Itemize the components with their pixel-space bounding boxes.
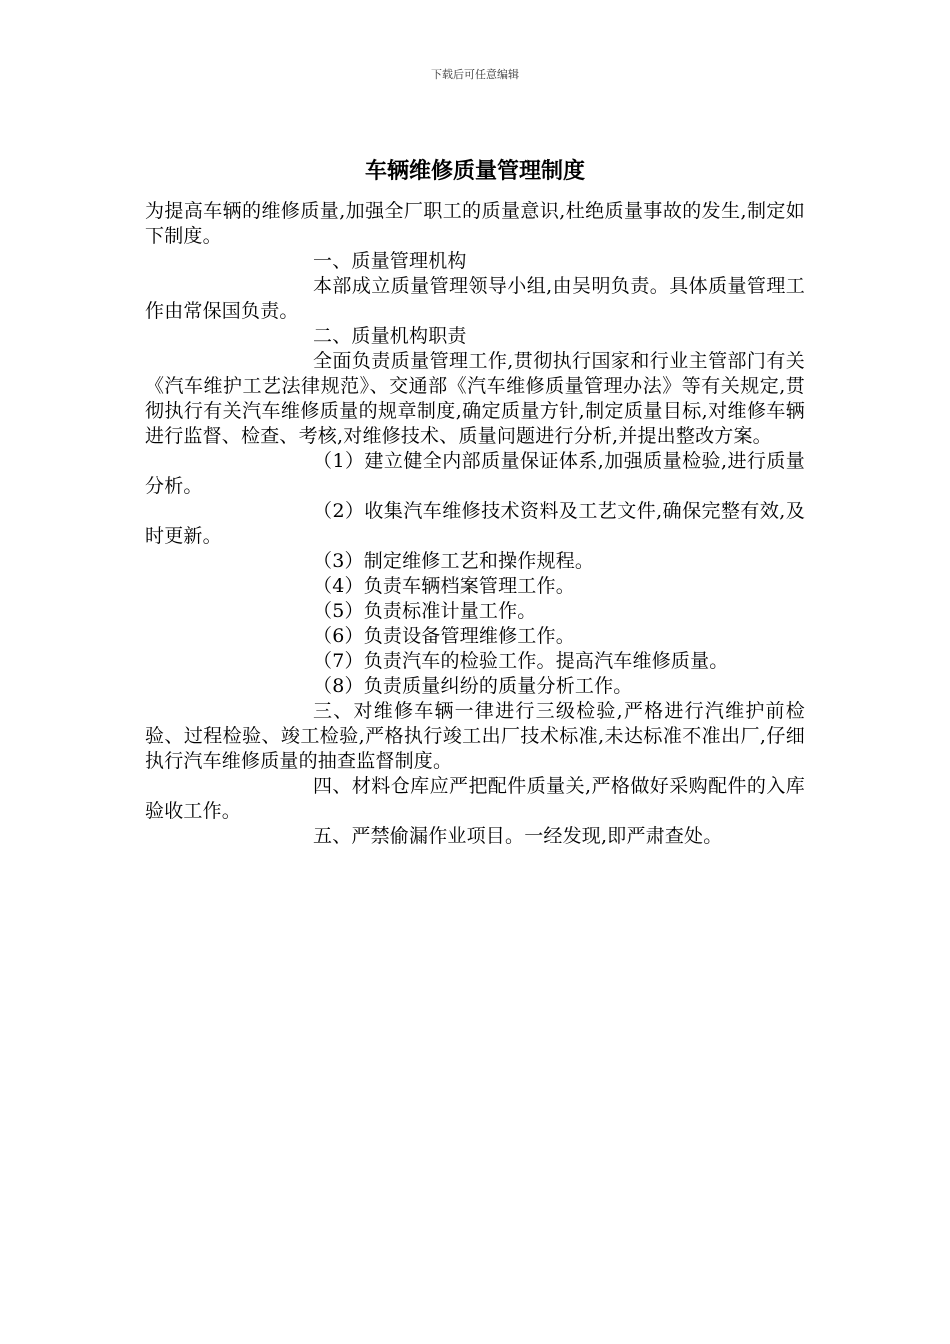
list-item: （3）制定维修工艺和操作规程。 xyxy=(313,550,595,572)
header-note: 下载后可任意编辑 xyxy=(431,68,519,81)
list-item: （4）负责车辆档案管理工作。 xyxy=(313,575,575,597)
paragraph-section-5: 五、严禁偷漏作业项目。一经发现,即严肃查处。 xyxy=(313,825,723,847)
paragraph-intro: 为提高车辆的维修质量,加强全厂职工的质量意识,杜绝质量事故的发生,制定如下制度。 xyxy=(145,200,805,247)
list-item: （1）建立健全内部质量保证体系,加强质量检验,进行质量分析。 xyxy=(145,450,805,497)
paragraph: 全面负责质量管理工作,贯彻执行国家和行业主管部门有关《汽车维护工艺法律规范》、交通部《汽车维修质量管理办法》等有关规定,贯彻执行有关汽车维修质量的规章制度,确定质量方针,制定质量目标,对维修车辆进行监督、检查、考核,对维修技术、质量问题进行分析,并提出整改方案。 xyxy=(145,350,805,447)
paragraph: 本部成立质量管理领导小组,由吴明负责。具体质量管理工作由常保国负责。 xyxy=(145,275,805,322)
section-heading-2: 二、质量机构职责 xyxy=(313,325,467,347)
list-item: （2）收集汽车维修技术资料及工艺文件,确保完整有效,及时更新。 xyxy=(145,500,805,547)
paragraph-section-3: 三、对维修车辆一律进行三级检验,严格进行汽维护前检验、过程检验、竣工检验,严格执行竣工出厂技术标准,未达标准不准出厂,仔细执行汽车维修质量的抽查监督制度。 xyxy=(145,700,805,772)
list-item: （7）负责汽车的检验工作。提高汽车维修质量。 xyxy=(313,650,729,672)
list-item: （5）负责标准计量工作。 xyxy=(313,600,537,622)
paragraph-section-4: 四、材料仓库应严把配件质量关,严格做好采购配件的入库验收工作。 xyxy=(145,775,805,822)
section-heading-1: 一、质量管理机构 xyxy=(313,250,467,272)
list-item: （6）负责设备管理维修工作。 xyxy=(313,625,575,647)
document-body xyxy=(145,199,805,849)
document-title: 车辆维修质量管理制度 xyxy=(364,159,585,184)
list-item: （8）负责质量纠纷的质量分析工作。 xyxy=(313,675,633,697)
